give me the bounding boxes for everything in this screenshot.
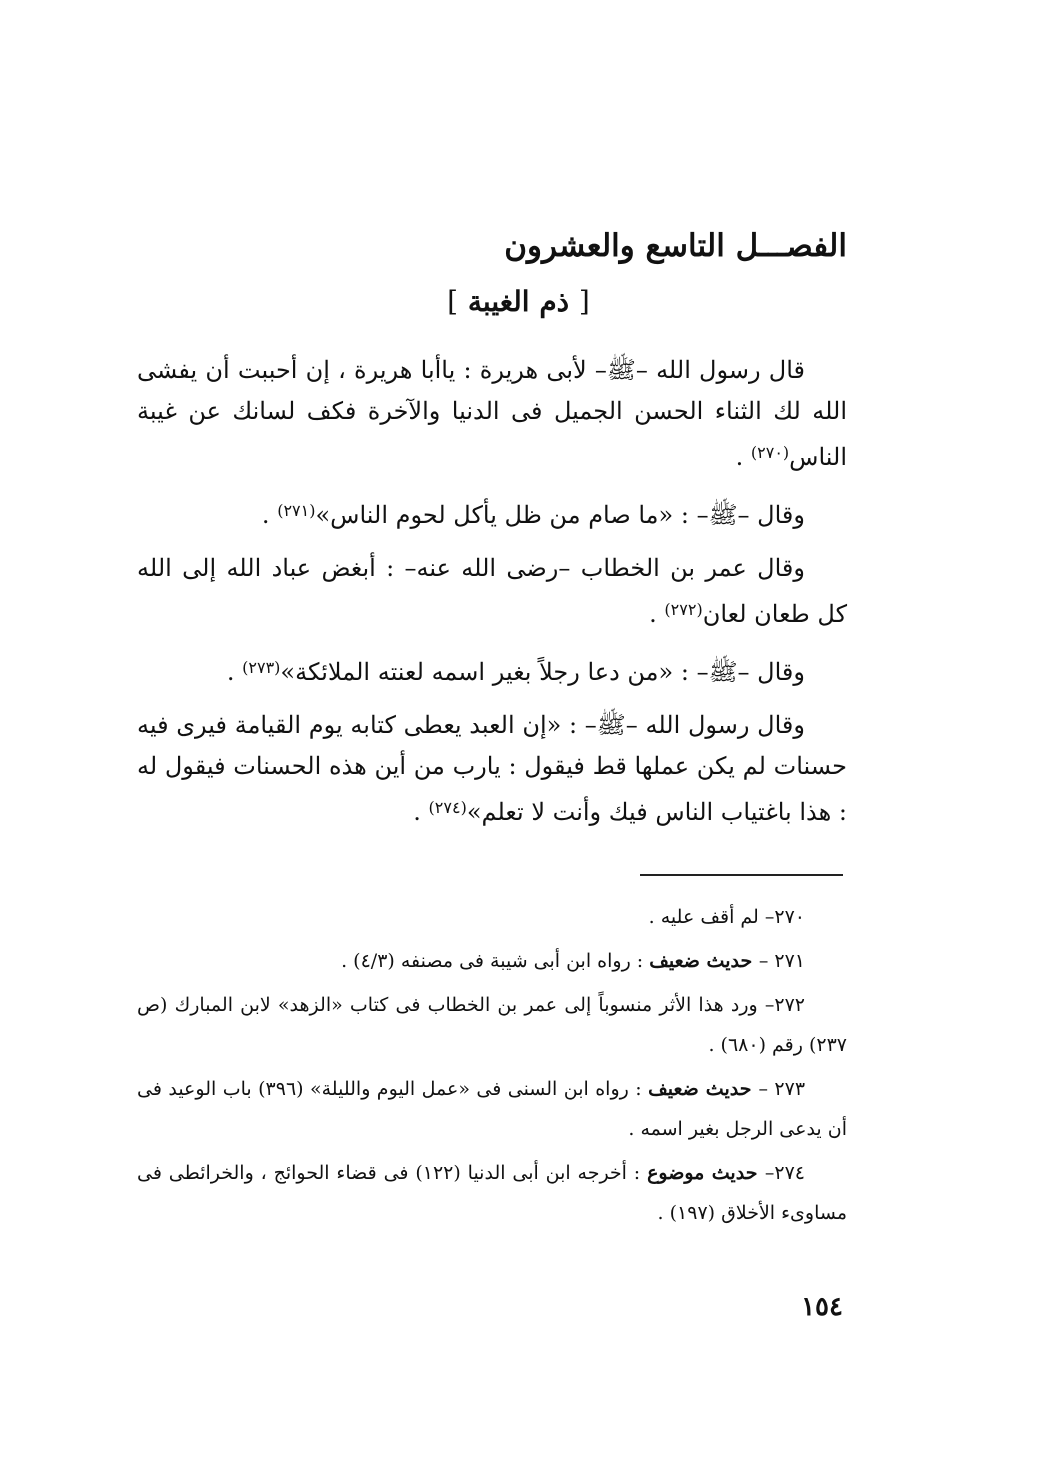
paragraph — [137, 705, 847, 833]
paragraph-text: وقال –ﷺ– : «ما صام من ظل يأكل لحوم الناس» — [315, 501, 805, 529]
footnote — [137, 1069, 847, 1149]
section-title-text: ذم الغيبة — [467, 285, 570, 318]
bracket-close: ] — [447, 285, 459, 318]
footnote-ref: (٢٧٠) — [750, 443, 790, 462]
footnote-number: ٢٧٢– — [764, 994, 805, 1016]
paragraph-tail: . — [649, 600, 665, 628]
footnote-text: ورد هذا الأثر منسوباً إلى عمر بن الخطاب فى كتاب «الزهد» لابن المبارك (ص ٢٣٧) رقم (٦٨٠) . — [137, 994, 847, 1056]
footnote-grade: حديث ضعيف — [648, 1078, 759, 1100]
paragraph-tail: . — [226, 658, 243, 686]
paragraph-text: قال رسول الله –ﷺ– لأبى هريرة : ياأبا هريرة ، إن أحببت أن يفشى الله لك الثناء الحسن الجميل فى الدنيا والآخرة فكف لسانك عن غيبة الناس — [137, 356, 847, 471]
main-text — [137, 350, 847, 845]
footnote-text: : رواه ابن السنى فى «عمل اليوم والليلة» (٣٩٦) باب الوعيد فى أن يدعى الرجل بغير اسمه . — [137, 1078, 847, 1140]
paragraph-text: وقال –ﷺ– : «من دعا رجلاً بغير اسمه لعنته الملائكة» — [280, 658, 805, 686]
footnote-number: ٢٧٣ – — [758, 1078, 806, 1100]
footnote — [137, 985, 847, 1065]
footnote-ref: (٢٧٢) — [664, 600, 703, 619]
paragraph — [137, 490, 847, 536]
paragraph-tail: . — [261, 501, 278, 529]
footnote-text: : رواه ابن أبى شيبة فى مصنفه (٤/٣) . — [341, 950, 650, 972]
footnote — [137, 941, 847, 981]
footnote-ref: (٢٧٤) — [428, 798, 467, 817]
paragraph-tail: . — [413, 798, 429, 826]
paragraph-text: وقال رسول الله –ﷺ– : «إن العبد يعطى كتابه يوم القيامة فيرى فيه حسنات لم يكن عملها قط فيقول : يارب من أين هذه الحسنات فيقول له : هذا باغتياب الناس فيك وأنت لا تعلم» — [137, 711, 847, 826]
footnote-text: لم أقف عليه . — [648, 906, 765, 928]
footnote-grade: حديث موضوع — [647, 1162, 765, 1184]
footnote-number: ٢٧٤– — [764, 1162, 805, 1184]
paragraph — [137, 548, 847, 635]
footnote-text: : أخرجه ابن أبى الدنيا (١٢٢) فى قضاء الحوائج ، والخرائطى فى مساوىء الأخلاق (١٩٧) . — [137, 1162, 847, 1224]
footnotes — [137, 897, 847, 1237]
footnote-grade: حديث ضعيف — [649, 950, 759, 972]
footnote-ref: (٢٧١) — [277, 501, 316, 520]
section-title — [0, 285, 1037, 318]
bracket-open: [ — [578, 285, 590, 318]
chapter-title: الفصـــل التاسع والعشرون — [504, 228, 847, 264]
footnote-number: ٢٧٠– — [764, 906, 805, 928]
paragraph — [137, 350, 847, 478]
footnote — [137, 897, 847, 937]
footnote-ref: (٢٧٣) — [242, 658, 281, 677]
footnote-number: ٢٧١ – — [758, 950, 805, 972]
paragraph — [137, 647, 847, 693]
footnote — [137, 1153, 847, 1233]
page-number: ١٥٤ — [801, 1292, 843, 1322]
paragraph-tail: . — [735, 443, 751, 471]
footnote-divider — [640, 874, 843, 876]
paragraph-text: وقال عمر بن الخطاب –رضى الله عنه– : أبغض عباد الله إلى الله كل طعان لعان — [137, 554, 847, 628]
